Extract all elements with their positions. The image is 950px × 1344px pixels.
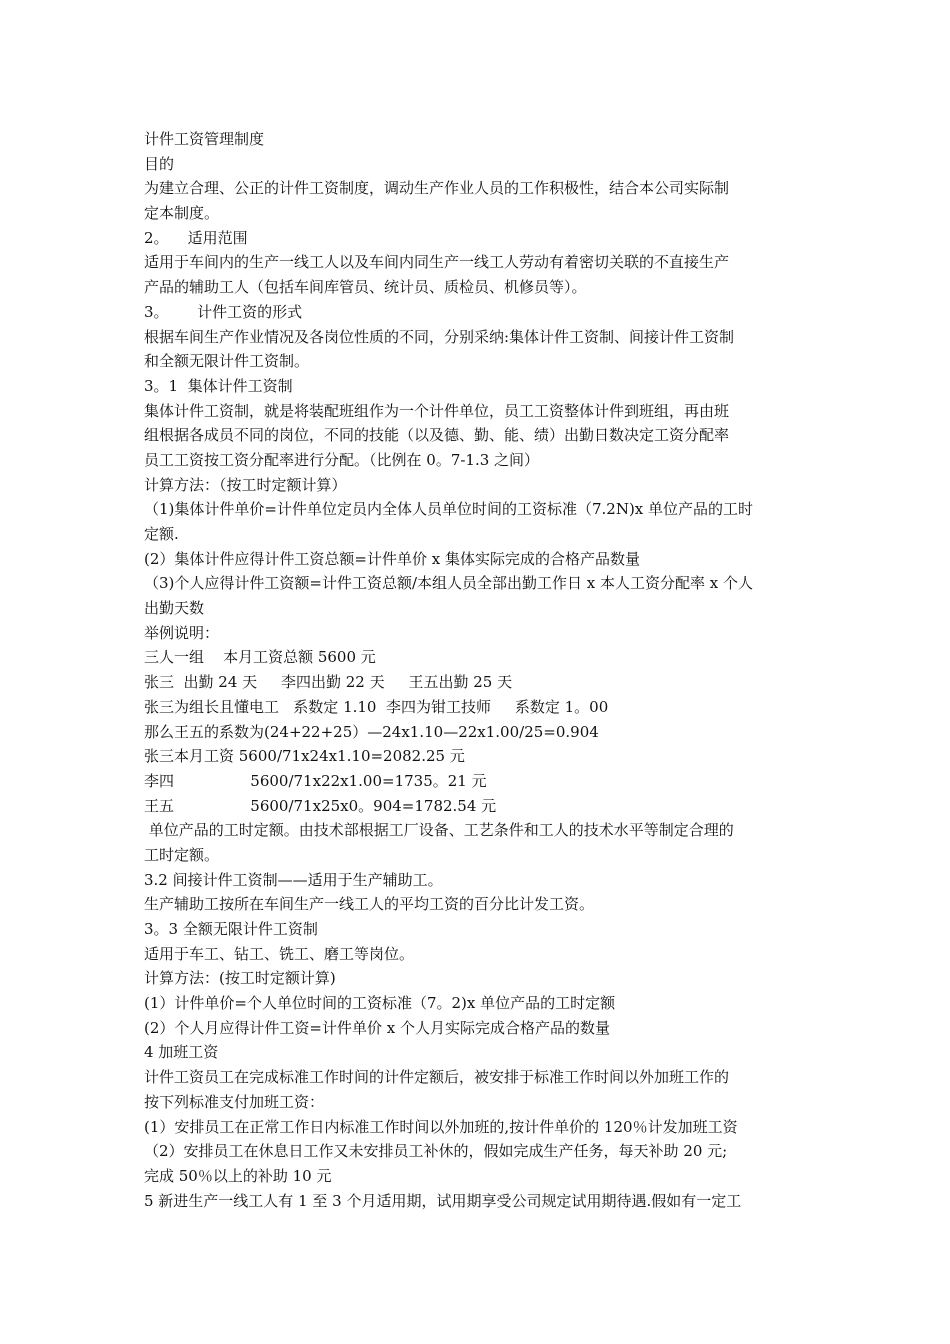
text-line: 计件工资管理制度 <box>144 130 265 148</box>
text-line: 根据车间生产作业情况及各岗位性质的不同，分别采纳:集体计件工资制、间接计件工资制 <box>144 327 735 346</box>
text-line: 单位产品的工时定额。由技术部根据工厂设备、工艺条件和工人的技术水平等制定合理的 <box>144 821 734 840</box>
text-line: 计算方法：(按工时定额计算) <box>144 969 336 988</box>
text-line: 组根据各成员不同的岗位，不同的技能（以及德、勤、能、绩）出勤日数决定工资分配率 <box>144 426 730 445</box>
text-line: (1）计件单价=个人单位时间的工资标准（7。2)x 单位产品的工时定额 <box>144 994 616 1013</box>
text-line: 举例说明： <box>144 623 220 642</box>
text-line: 适用于车间内的生产一线工人以及车间内同生产一线工人劳动有着密切关联的不直接生产 <box>144 253 730 272</box>
text-line: （2）安排员工在休息日工作又未安排员工补休的，假如完成生产任务，每天补助 20 元; <box>144 1142 728 1161</box>
text-line: 王五 5600/71x25x0。904=1782.54 元 <box>144 796 497 815</box>
text-line: 张三本月工资 5600/71x24x1.10=2082.25 元 <box>144 747 465 766</box>
text-line: 完成 50％以上的补助 10 元 <box>144 1166 332 1185</box>
text-line: 三人一组 本月工资总额 5600 元 <box>144 648 376 667</box>
text-line: 为建立合理、公正的计件工资制度，调动生产作业人员的工作积极性，结合本公司实际制 <box>144 179 730 198</box>
text-line: 3。3 全额无限计件工资制 <box>144 920 318 938</box>
text-line: 那么王五的系数为(24+22+25）—24x1.10—22x1.00/25=0.904 <box>144 722 599 741</box>
text-line: 产品的辅助工人（包括车间库管员、统计员、质检员、机修员等）。 <box>144 278 587 297</box>
text-line: 集体计件工资制，就是将装配班组作为一个计件单位，员工工资整体计件到班组，再由班 <box>144 401 730 420</box>
text-line: (1）安排员工在正常工作日内标准工作时间以外加班的,按计件单价的 120％计发加班工资 <box>144 1117 738 1136</box>
text-line: 2。 适用范围 <box>144 228 248 247</box>
text-line: (2）集体计件应得计件工资总额=计件单价 x 集体实际完成的合格产品数量 <box>144 549 640 568</box>
text-line: 目的 <box>144 154 175 173</box>
text-line: 适用于车工、钻工、铣工、磨工等岗位。 <box>144 944 415 963</box>
text-line: 5 新进生产一线工人有 1 至 3 个月适用期，试用期享受公司规定试用期待遇.假如有一定工 <box>144 1191 742 1210</box>
text-line: 出勤天数 <box>144 599 205 618</box>
text-line: 计算方法：（按工时定额计算） <box>144 475 347 494</box>
text-line: 张三为组长且懂电工 系数定 1.10 李四为钳工技师 系数定 1。00 <box>144 697 609 716</box>
text-line: 4 加班工资 <box>144 1043 219 1062</box>
text-line: 3.2 间接计件工资制——适用于生产辅助工。 <box>144 870 443 889</box>
text-line: (2）个人月应得计件工资=计件单价 x 个人月实际完成合格产品的数量 <box>144 1018 610 1037</box>
text-line: （3)个人应得计件工资额=计件工资总额/本组人员全部出勤工作日 x 本人工资分配率 x 个人 <box>144 574 754 593</box>
text-line: 和全额无限计件工资制。 <box>144 352 310 371</box>
text-line: 员工工资按工资分配率进行分配。（比例在 0。7-1.3 之间） <box>144 450 540 469</box>
text-line: 按下列标准支付加班工资： <box>144 1092 325 1111</box>
text-line: 生产辅助工按所在车间生产一线工人的平均工资的百分比计发工资。 <box>144 895 595 914</box>
text-line: 3。1 集体计件工资制 <box>144 376 293 395</box>
text-line: 3。 计件工资的形式 <box>144 302 303 321</box>
document-body <box>144 127 808 1213</box>
text-line: 定本制度。 <box>144 204 220 223</box>
text-line: 定额. <box>144 525 179 543</box>
text-line: 李四 5600/71x22x1.00=1735。21 元 <box>144 771 487 790</box>
text-line: 计件工资员工在完成标准工作时间的计件定额后，被安排于标准工作时间以外加班工作的 <box>144 1068 730 1087</box>
text-line: （1)集体计件单价=计件单位定员内全体人员单位时间的工资标准（7.2N)x 单位产品的工时 <box>144 500 754 519</box>
text-line: 工时定额。 <box>144 845 220 864</box>
text-line: 张三 出勤 24 天 李四出勤 22 天 王五出勤 25 天 <box>144 673 513 692</box>
